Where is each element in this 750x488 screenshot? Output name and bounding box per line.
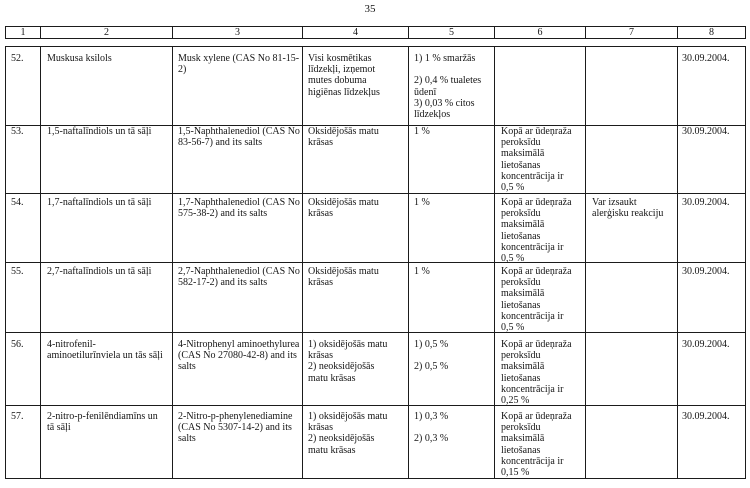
cell-max-concentration: 1) 0,3 % 2) 0,3 % <box>409 406 495 478</box>
cell-limitations: Kopā ar ūdeņraža peroksīdu maksimālā lietošanas koncentrācija ir 0,15 % <box>495 406 586 478</box>
cell-warnings <box>586 126 678 193</box>
cell-substance-en: 4-Nitrophenyl aminoethylurea (CAS No 27080-42-8) and its salts <box>173 333 303 405</box>
cell-substance-lv: 2-nitro-p-fenilēndiamīns un tā sāļi <box>41 406 173 478</box>
cell-max-concentration: 1) 0,5 % 2) 0,5 % <box>409 333 495 405</box>
cell-product-type: Oksidējošās matu krāsas <box>303 263 409 332</box>
cell-warnings: Var izsaukt alerģisku reakciju <box>586 194 678 262</box>
cell-max-concentration: 1 % <box>409 126 495 193</box>
cell-max-concentration: 1 % <box>409 194 495 262</box>
cell-ref-number: 56. <box>6 333 41 405</box>
substances-table <box>5 46 746 479</box>
column-number-header: 3 <box>173 27 303 38</box>
table-row <box>6 333 746 406</box>
cell-product-type: Visi kosmētikas līdzekļi, izņemot mutes dobuma higiēnas līdzekļus <box>303 47 409 125</box>
cell-date: 30.09.2004. <box>678 406 746 478</box>
cell-max-concentration: 1) 1 % smaržās 2) 0,4 % tualetes ūdenī 3) 0,03 % citos līdzekļos <box>409 47 495 125</box>
cell-substance-lv: 4-nitrofenil- aminoetilurīnviela un tās sāļi <box>41 333 173 405</box>
cell-date: 30.09.2004. <box>678 263 746 332</box>
cell-date: 30.09.2004. <box>678 194 746 262</box>
table-row <box>6 263 746 333</box>
cell-limitations: Kopā ar ūdeņraža peroksīdu maksimālā lietošanas koncentrācija ir 0,25 % <box>495 333 586 405</box>
column-number-header-table <box>5 26 746 39</box>
table-row <box>6 126 746 194</box>
table-row <box>6 194 746 263</box>
column-number-header: 2 <box>41 27 173 38</box>
table-row <box>6 47 746 126</box>
cell-substance-en: 2,7-Naphthalenediol (CAS No 582-17-2) and its salts <box>173 263 303 332</box>
cell-warnings <box>586 406 678 478</box>
column-number-row <box>6 27 746 39</box>
column-number-header: 7 <box>586 27 678 38</box>
cell-ref-number: 57. <box>6 406 41 478</box>
column-number-header: 6 <box>495 27 586 38</box>
cell-limitations <box>495 47 586 125</box>
cell-ref-number: 55. <box>6 263 41 332</box>
page-number: 35 <box>364 3 376 15</box>
column-number-header: 1 <box>6 27 41 38</box>
cell-substance-lv: 1,7-naftalīndiols un tā sāļi <box>41 194 173 262</box>
column-number-header: 4 <box>303 27 409 38</box>
cell-substance-en: 1,7-Naphthalenediol (CAS No 575-38-2) and its salts <box>173 194 303 262</box>
column-number-header: 5 <box>409 27 495 38</box>
cell-substance-en: Musk xylene (CAS No 81-15- 2) <box>173 47 303 125</box>
cell-substance-en: 2-Nitro-p-phenylenediamine (CAS No 5307-14-2) and its salts <box>173 406 303 478</box>
cell-substance-en: 1,5-Naphthalenediol (CAS No 83-56-7) and its salts <box>173 126 303 193</box>
cell-substance-lv: Muskusa ksilols <box>41 47 173 125</box>
cell-limitations: Kopā ar ūdeņraža peroksīdu maksimālā lietošanas koncentrācija ir 0,5 % <box>495 126 586 193</box>
cell-product-type: Oksidējošās matu krāsas <box>303 194 409 262</box>
cell-limitations: Kopā ar ūdeņraža peroksīdu maksimālā lietošanas koncentrācija ir 0,5 % <box>495 263 586 332</box>
cell-product-type: Oksidējošās matu krāsas <box>303 126 409 193</box>
cell-max-concentration: 1 % <box>409 263 495 332</box>
cell-warnings <box>586 263 678 332</box>
cell-warnings <box>586 333 678 405</box>
column-number-header: 8 <box>678 27 746 38</box>
cell-date: 30.09.2004. <box>678 47 746 125</box>
cell-date: 30.09.2004. <box>678 126 746 193</box>
cell-date: 30.09.2004. <box>678 333 746 405</box>
cell-ref-number: 52. <box>6 47 41 125</box>
cell-warnings <box>586 47 678 125</box>
cell-product-type: 1) oksidējošās matu krāsas 2) neoksidējošās matu krāsas <box>303 406 409 478</box>
cell-substance-lv: 1,5-naftalīndiols un tā sāļi <box>41 126 173 193</box>
cell-limitations: Kopā ar ūdeņraža peroksīdu maksimālā lietošanas koncentrācija ir 0,5 % <box>495 194 586 262</box>
table-row <box>6 406 746 479</box>
cell-product-type: 1) oksidējošās matu krāsas 2) neoksidējošās matu krāsas <box>303 333 409 405</box>
cell-ref-number: 54. <box>6 194 41 262</box>
cell-ref-number: 53. <box>6 126 41 193</box>
cell-substance-lv: 2,7-naftalīndiols un tā sāļi <box>41 263 173 332</box>
